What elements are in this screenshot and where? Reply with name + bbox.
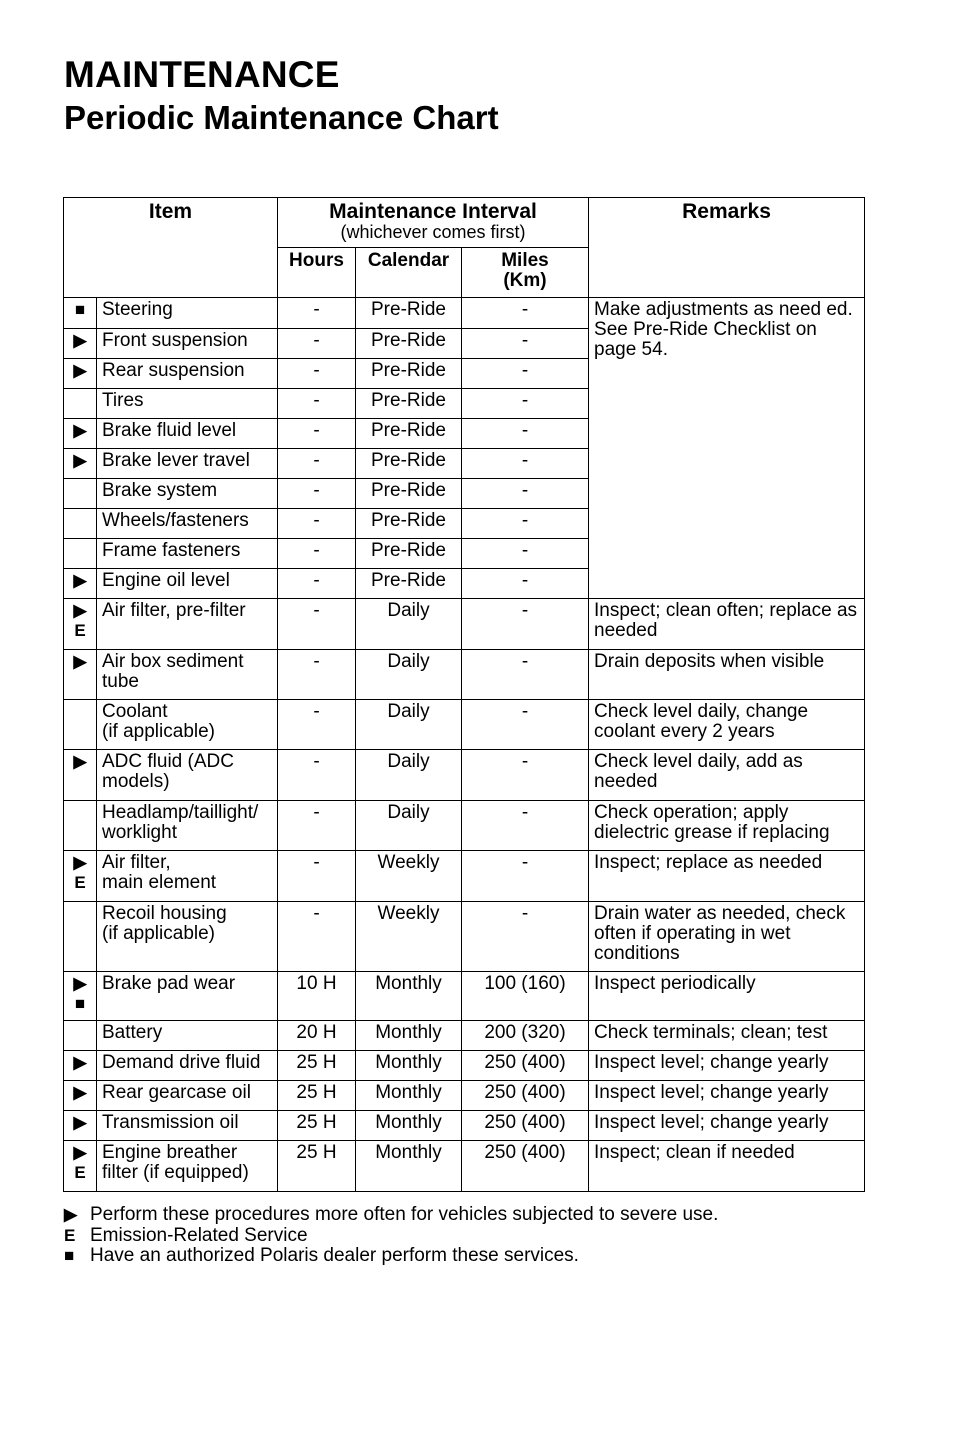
row-item — [97, 389, 278, 419]
row-item — [97, 539, 278, 569]
item-label: Air box sediment tube — [102, 651, 244, 692]
triangle-icon: ▶ — [73, 421, 87, 440]
table-row — [64, 1021, 865, 1051]
row-miles: 250 (400) — [462, 1081, 589, 1111]
triangle-icon: ▶ — [73, 1143, 87, 1162]
row-calendar: Daily — [356, 700, 462, 750]
item-label: Wheels/fasteners — [102, 510, 249, 531]
triangle-icon: ▶ — [73, 331, 87, 350]
legend-item — [64, 1205, 718, 1226]
row-miles: - — [462, 329, 589, 359]
row-symbols — [64, 509, 97, 539]
item-label: Tires — [102, 390, 144, 411]
row-remarks: Check level daily, change coolant every 2 years — [589, 700, 865, 750]
row-miles: - — [462, 419, 589, 449]
item-label-line2: (if applicable) — [102, 721, 215, 742]
table-row — [64, 700, 865, 750]
row-hours: - — [278, 569, 356, 599]
row-hours: 25 H — [278, 1081, 356, 1111]
row-miles: - — [462, 700, 589, 750]
triangle-icon: ▶ — [73, 853, 87, 872]
legend-text: Perform these procedures more often for vehicles subjected to severe use. — [90, 1204, 719, 1225]
item-label: Headlamp/taillight/ worklight — [102, 802, 259, 843]
page-title: MAINTENANCE — [64, 54, 340, 95]
emission-mark: E — [74, 1163, 86, 1182]
header-miles-unit: (Km) — [503, 270, 547, 291]
triangle-icon: ▶ — [73, 1083, 87, 1102]
item-label: Engine oil level — [102, 570, 230, 591]
row-remarks: Inspect; replace as needed — [589, 851, 865, 902]
row-hours: 20 H — [278, 1021, 356, 1051]
row-calendar: Pre-Ride — [356, 569, 462, 599]
legend — [64, 1205, 718, 1267]
header-remarks: Remarks — [589, 198, 865, 298]
item-label: Engine breather filter (if equipped) — [102, 1142, 249, 1183]
row-hours: 25 H — [278, 1111, 356, 1141]
row-calendar: Monthly — [356, 1111, 462, 1141]
table-row — [64, 1141, 865, 1192]
row-item — [97, 449, 278, 479]
item-label: Brake pad wear — [102, 973, 236, 994]
table-row — [64, 801, 865, 851]
row-calendar: Pre-Ride — [356, 449, 462, 479]
row-symbols — [64, 851, 97, 902]
row-item — [97, 298, 278, 329]
triangle-icon: ▶ — [73, 652, 87, 671]
item-label: ADC fluid (ADC models) — [102, 751, 234, 792]
row-remarks: Inspect level; change yearly — [589, 1081, 865, 1111]
row-item — [97, 329, 278, 359]
row-symbols — [64, 599, 97, 650]
row-miles: - — [462, 599, 589, 650]
row-miles: 250 (400) — [462, 1051, 589, 1081]
table-row — [64, 851, 865, 902]
row-calendar: Pre-Ride — [356, 329, 462, 359]
row-hours: - — [278, 539, 356, 569]
maintenance-chart-table — [63, 197, 865, 1192]
table-row — [64, 298, 865, 329]
header-calendar: Calendar — [356, 248, 462, 298]
emission-mark: E — [74, 873, 86, 892]
item-label-line2: (if applicable) — [102, 923, 215, 944]
table-row — [64, 1111, 865, 1141]
row-hours: 25 H — [278, 1141, 356, 1192]
row-calendar: Pre-Ride — [356, 389, 462, 419]
row-remarks: Check operation; apply dielectric grease if replacing — [589, 801, 865, 851]
row-hours: - — [278, 449, 356, 479]
row-miles: - — [462, 750, 589, 801]
legend-text: Have an authorized Polaris dealer perform these services. — [90, 1245, 579, 1266]
row-item — [97, 1051, 278, 1081]
row-hours: - — [278, 479, 356, 509]
row-item — [97, 700, 278, 750]
row-symbols — [64, 1141, 97, 1192]
square-icon: ■ — [74, 994, 86, 1013]
row-calendar: Monthly — [356, 1081, 462, 1111]
row-item — [97, 750, 278, 801]
row-remarks: Check terminals; clean; test — [589, 1021, 865, 1051]
row-remarks: Inspect periodically — [589, 972, 865, 1021]
row-calendar: Monthly — [356, 972, 462, 1021]
item-label: Recoil housing — [102, 903, 227, 924]
triangle-icon: ▶ — [73, 451, 87, 470]
row-miles: - — [462, 449, 589, 479]
row-item — [97, 1141, 278, 1192]
header-interval-note: (whichever comes first) — [340, 222, 526, 242]
legend-item — [64, 1226, 718, 1247]
row-hours: - — [278, 419, 356, 449]
row-symbols — [64, 801, 97, 851]
row-hours: - — [278, 750, 356, 801]
item-label: Brake lever travel — [102, 450, 250, 471]
legend-text: Emission-Related Service — [90, 1224, 308, 1246]
row-symbols — [64, 1051, 97, 1081]
row-calendar: Weekly — [356, 851, 462, 902]
triangle-icon: ▶ — [73, 601, 87, 620]
row-calendar: Pre-Ride — [356, 298, 462, 329]
emission-mark: E — [74, 621, 86, 640]
table-row — [64, 1051, 865, 1081]
row-miles: - — [462, 569, 589, 599]
row-calendar: Daily — [356, 599, 462, 650]
row-symbols — [64, 750, 97, 801]
row-symbols — [64, 1111, 97, 1141]
header-interval — [278, 198, 589, 248]
row-calendar: Pre-Ride — [356, 509, 462, 539]
row-remarks: Inspect level; change yearly — [589, 1051, 865, 1081]
row-symbols — [64, 1021, 97, 1051]
row-miles: - — [462, 298, 589, 329]
row-remarks-preride: Make adjustments as need ed. See Pre-Ride Checklist on page 54. — [589, 298, 865, 599]
row-calendar: Monthly — [356, 1141, 462, 1192]
row-miles: - — [462, 509, 589, 539]
item-label: Transmission oil — [102, 1112, 239, 1133]
row-remarks: Drain water as needed, check often if operating in wet conditions — [589, 902, 865, 972]
triangle-icon: ▶ — [73, 752, 87, 771]
triangle-icon: ▶ — [64, 1205, 78, 1224]
row-hours: - — [278, 389, 356, 419]
row-item — [97, 650, 278, 700]
row-hours: 25 H — [278, 1051, 356, 1081]
row-hours: - — [278, 801, 356, 851]
table-row — [64, 650, 865, 700]
row-hours: - — [278, 359, 356, 389]
item-label: Brake system — [102, 480, 218, 501]
row-symbols — [64, 539, 97, 569]
row-calendar: Pre-Ride — [356, 479, 462, 509]
item-label-line2: main element — [102, 872, 217, 893]
item-label: Steering — [102, 299, 173, 320]
row-hours: - — [278, 851, 356, 902]
item-label: Air filter, — [102, 852, 171, 873]
row-symbols — [64, 389, 97, 419]
row-symbols — [64, 419, 97, 449]
emission-mark: E — [64, 1225, 76, 1245]
row-symbols — [64, 298, 97, 329]
row-item — [97, 972, 278, 1021]
row-item — [97, 1081, 278, 1111]
table-row — [64, 750, 865, 801]
row-item — [97, 359, 278, 389]
row-hours: - — [278, 650, 356, 700]
row-remarks: Check level daily, add as needed — [589, 750, 865, 801]
row-miles: 200 (320) — [462, 1021, 589, 1051]
header-item: Item — [64, 198, 278, 298]
row-symbols — [64, 479, 97, 509]
row-calendar: Daily — [356, 650, 462, 700]
triangle-icon: ▶ — [73, 1053, 87, 1072]
row-item — [97, 599, 278, 650]
row-symbols — [64, 569, 97, 599]
header-miles-label: Miles — [501, 250, 549, 271]
table-row — [64, 1081, 865, 1111]
row-item — [97, 419, 278, 449]
row-calendar: Monthly — [356, 1021, 462, 1051]
row-hours: - — [278, 298, 356, 329]
header-hours: Hours — [278, 248, 356, 298]
item-label: Coolant — [102, 701, 168, 722]
row-hours: - — [278, 700, 356, 750]
page-subtitle: Periodic Maintenance Chart — [64, 99, 499, 136]
chart-body — [64, 298, 865, 1192]
row-item — [97, 509, 278, 539]
item-label: Brake fluid level — [102, 420, 237, 441]
row-miles: 250 (400) — [462, 1111, 589, 1141]
item-label: Battery — [102, 1022, 163, 1043]
row-miles: - — [462, 801, 589, 851]
triangle-icon: ▶ — [73, 571, 87, 590]
row-symbols — [64, 972, 97, 1021]
row-symbols — [64, 902, 97, 972]
table-row — [64, 599, 865, 650]
row-miles: - — [462, 851, 589, 902]
row-remarks: Inspect level; change yearly — [589, 1111, 865, 1141]
triangle-icon: ▶ — [73, 974, 87, 993]
row-hours: - — [278, 902, 356, 972]
row-miles: 250 (400) — [462, 1141, 589, 1192]
header-miles — [462, 248, 589, 298]
row-symbols — [64, 650, 97, 700]
legend-item — [64, 1246, 718, 1267]
row-calendar: Daily — [356, 750, 462, 801]
row-symbols — [64, 359, 97, 389]
square-icon: ■ — [74, 300, 86, 319]
table-row — [64, 972, 865, 1021]
row-hours: - — [278, 599, 356, 650]
item-label: Air filter, pre-filter — [102, 600, 246, 621]
triangle-icon: ▶ — [73, 361, 87, 380]
row-item — [97, 902, 278, 972]
row-symbols — [64, 329, 97, 359]
row-symbols — [64, 449, 97, 479]
item-label: Rear gearcase oil — [102, 1082, 251, 1103]
header-interval-label: Maintenance Interval — [329, 200, 537, 223]
row-calendar: Weekly — [356, 902, 462, 972]
row-item — [97, 1111, 278, 1141]
square-icon: ■ — [64, 1246, 75, 1265]
row-item — [97, 569, 278, 599]
row-hours: - — [278, 329, 356, 359]
table-row — [64, 902, 865, 972]
row-calendar: Pre-Ride — [356, 539, 462, 569]
row-item — [97, 801, 278, 851]
row-calendar: Daily — [356, 801, 462, 851]
row-calendar: Monthly — [356, 1051, 462, 1081]
triangle-icon: ▶ — [73, 1113, 87, 1132]
row-miles: - — [462, 650, 589, 700]
row-hours: - — [278, 509, 356, 539]
row-symbols — [64, 700, 97, 750]
row-miles: - — [462, 479, 589, 509]
row-miles: - — [462, 902, 589, 972]
row-symbols — [64, 1081, 97, 1111]
item-label: Demand drive fluid — [102, 1052, 261, 1073]
row-hours: 10 H — [278, 972, 356, 1021]
row-remarks: Drain deposits when visible — [589, 650, 865, 700]
row-miles: - — [462, 389, 589, 419]
row-remarks: Inspect; clean if needed — [589, 1141, 865, 1192]
row-calendar: Pre-Ride — [356, 359, 462, 389]
row-calendar: Pre-Ride — [356, 419, 462, 449]
item-label: Rear suspension — [102, 360, 245, 381]
row-item — [97, 479, 278, 509]
item-label: Front suspension — [102, 330, 248, 351]
row-item — [97, 851, 278, 902]
row-remarks: Inspect; clean often; replace as needed — [589, 599, 865, 650]
row-miles: 100 (160) — [462, 972, 589, 1021]
row-item — [97, 1021, 278, 1051]
row-miles: - — [462, 539, 589, 569]
row-miles: - — [462, 359, 589, 389]
item-label: Frame fasteners — [102, 540, 241, 561]
